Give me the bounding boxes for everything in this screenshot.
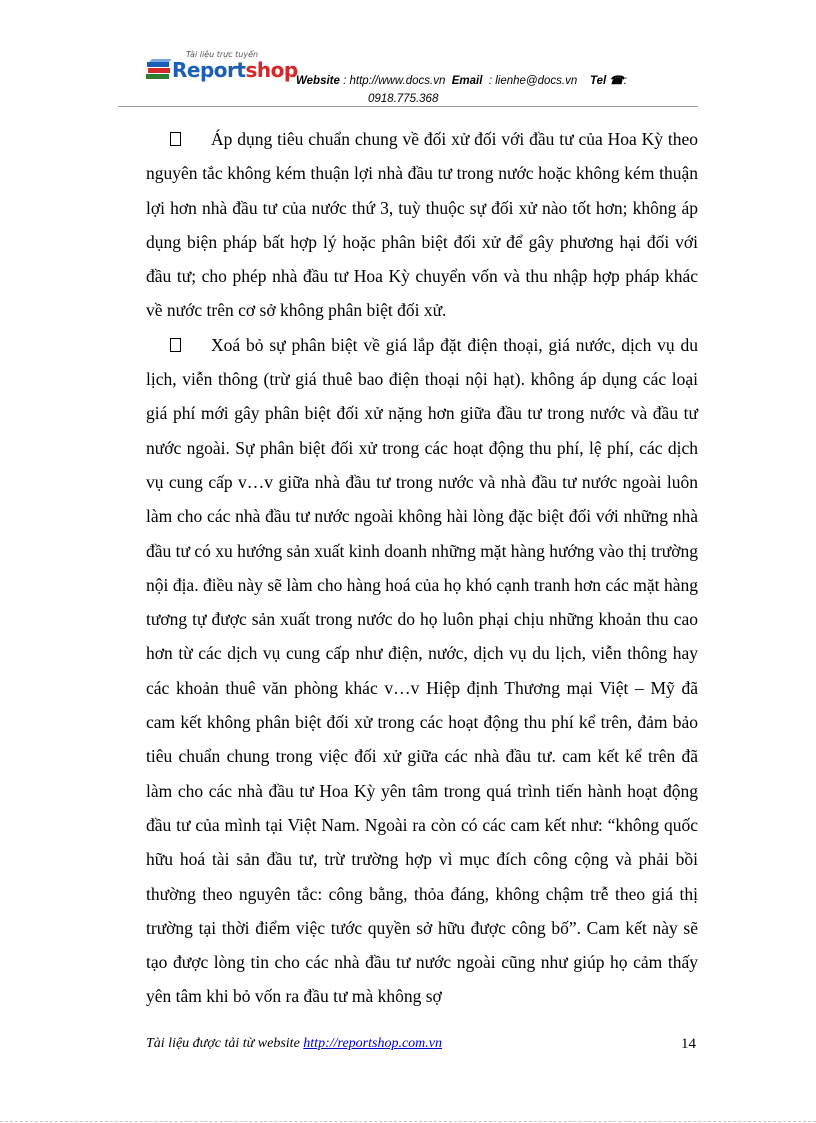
tel-value: 0918.775.368 [368,93,439,105]
square-bullet-icon [170,338,181,352]
reportshop-logo[interactable] [146,50,296,90]
logo-wordmark: Reportshop [172,58,298,82]
page-number: 14 [681,1036,696,1052]
page-header [118,50,698,106]
email-label: Email [451,75,483,87]
logo-tagline: Tài liệu trực tuyến [186,50,259,59]
page-footer [146,1036,698,1056]
phone-icon: ☎ [609,75,624,87]
paragraph-1 [146,122,698,328]
email-value[interactable]: : lienhe@docs.vn [488,75,578,87]
books-icon [146,59,172,81]
page-edge [0,1121,816,1122]
footer-link[interactable]: http://reportshop.com.vn [303,1036,442,1051]
paragraph-text: Áp dụng tiêu chuẩn chung về đối xử đối với đầu tư của Hoa Kỳ theo nguyên tắc không kém thuận lợi nhà đầu tư trong nước hoặc không kém thuận lợi hơn nhà đầu tư của nước thứ 3, tuỳ thuộc sự đối xử nào tốt hơn; không áp dụng biện pháp bất hợp lý hoặc phân biệt đối xử để gây phương hại đối với đầu tư; cho phép nhà đầu tư Hoa Kỳ chuyển vốn và thu nhập hợp pháp khác về nước trên cơ sở không phân biệt đối xử. [146,129,698,321]
square-bullet-icon [170,132,181,146]
paragraph-2 [146,328,698,1014]
tel-label: Tel [590,75,607,87]
website-value[interactable]: : http://www.docs.vn [343,75,446,87]
header-divider [118,106,698,107]
contact-info: Website : http://www.docs.vn Email : lienhe@docs.vn Tel ☎: 0918.775.368 [296,72,686,108]
footer-text: Tài liệu được tải từ website http://reportshop.com.vn [146,1036,442,1051]
paragraph-text: Xoá bỏ sự phân biệt về giá lắp đặt điện thoại, giá nước, dịch vụ du lịch, viễn thông (trừ giá thuê bao điện thoại nội hạt). không áp dụng các loại giá phí mới gây phân biệt đối xử nặng hơn giữa đầu tư trong nước và đầu tư nước ngoài. Sự phân biệt đối xử trong các hoạt động thu phí, lệ phí, các dịch vụ cung cấp v…v giữa nhà đầu tư trong nước và nhà đầu tư nước ngoài luôn làm cho các nhà đầu tư nước ngoài không hài lòng đặc biệt đối với những nhà đầu tư có xu hướng sản xuất kinh doanh những mặt hàng hướng vào thị trường nội địa. điều này sẽ làm cho hàng hoá của họ khó cạnh tranh hơn các mặt hàng tương tự được sản xuất trong nước do họ luôn phại chịu những khoản thu cao hơn từ các dịch vụ cung cấp như điện, nước, dịch vụ du lịch, viễn thông hay các khoản thuê văn phòng khác v…v Hiệp định Thương mại Việt – Mỹ đã cam kết không phân biệt đối xử trong các hoạt động thu phí kể trên, đảm bảo tiêu chuẩn chung trong việc đối xử giữa các nhà đầu tư. cam kết kể trên đã làm cho các nhà đầu tư Hoa Kỳ yên tâm trong quá trình tiến hành hoạt động đầu tư của mình tại Việt Nam. Ngoài ra còn có các cam kết như: “không quốc hữu hoá tài sản đầu tư, trừ trường hợp vì mục đích công cộng và phải bồi thường theo nguyên tắc: công bằng, thỏa đáng, không chậm trễ theo giá thị trường tại thời điểm việc tước quyền sở hữu được công bố”. Cam kết này sẽ tạo được lòng tin cho các nhà đầu tư nước ngoài cũng như giúp họ cảm thấy yên tâm khi bỏ vốn ra đầu tư mà không sợ [146,334,698,1007]
document-body [146,122,698,1014]
website-label: Website [296,75,340,87]
